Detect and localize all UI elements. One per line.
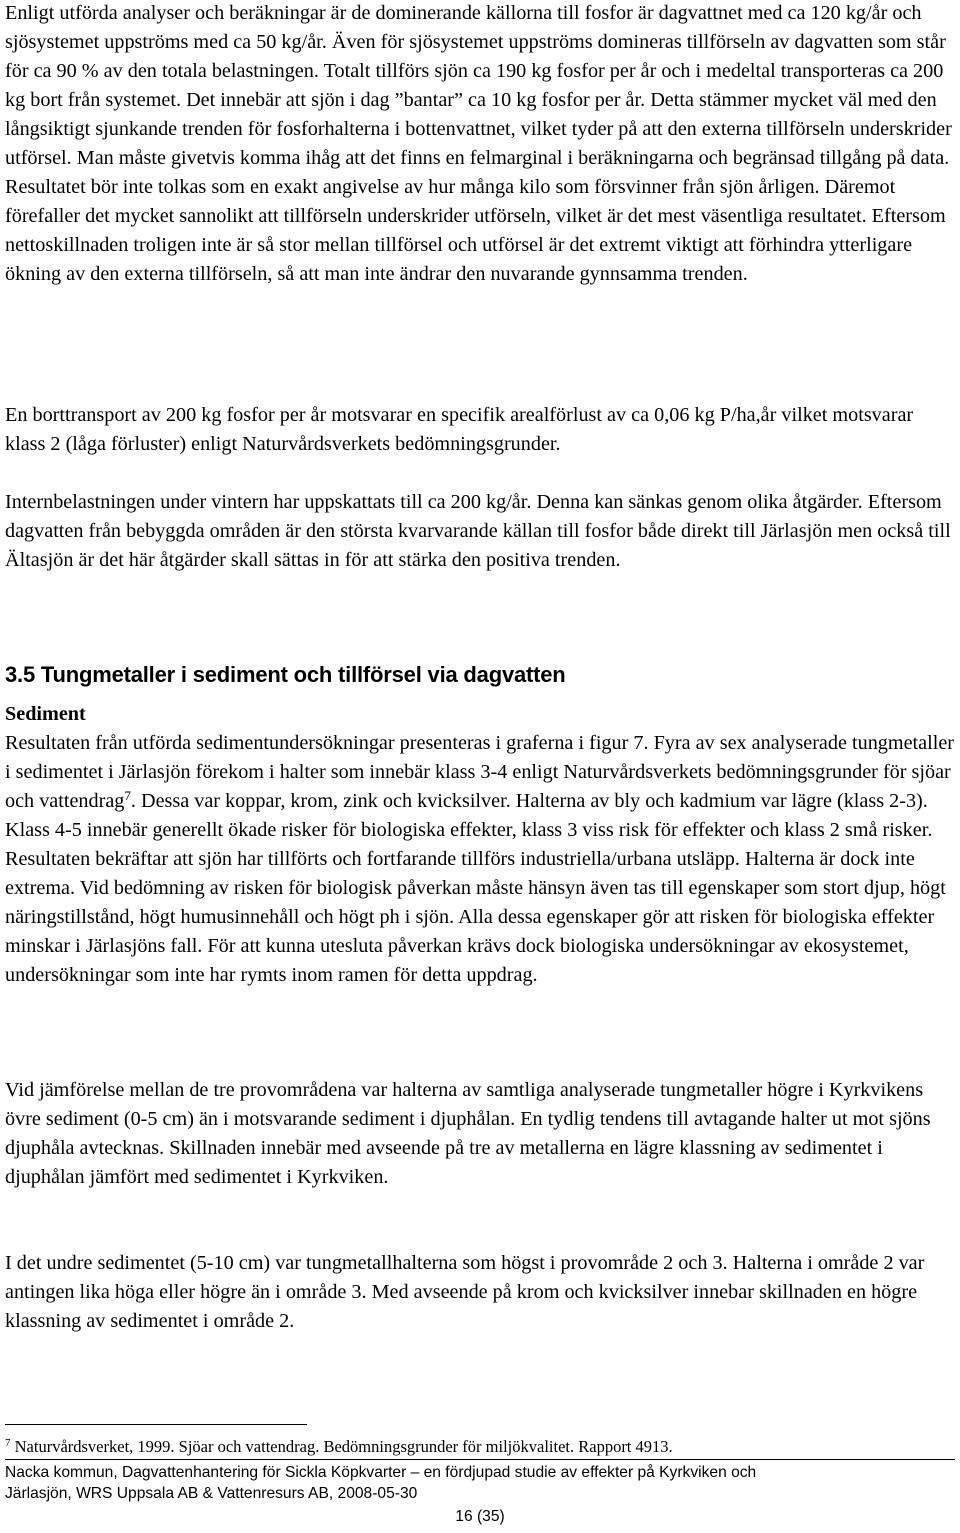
paragraph-text: Resultaten från utförda sedimentundersökningar presenteras i graferna i figur 7. Fyra av sex analyserade tungmetaller i sedimentet i Järlasjön förekom i halter som innebär klass 3-4 enligt Naturvårdsverkets bedömningsgrunder för sjöar och vattendrag xyxy=(5,732,955,812)
paragraph-text: . Dessa var koppar, krom, zink och kvicksilver. Halterna av bly och kadmium var lägre (klass 2-3). Klass 4-5 innebär generellt ökade risker för biologiska effekter, klass 3 viss risk för effekter och klass 2 små risker. Resultaten bekräftar att sjön har tillförts och fortfarande tillförs industriella/urbana utsläpp. Halterna är dock inte extrema. Vid bedömning av risken för biologisk påverkan måste hänsyn även tas till egenskaper som stort djup, högt näringstillstånd, högt humusinnehåll och högt ph i sjön. Alla dessa egenskaper gör att risken för biologiska effekter minskar i Järlasjöns fall. För att kunna utesluta påverkan krävs dock biologiska undersökningar av ekosystemet, undersökningar som inte har rymts inom ramen för detta uppdrag. xyxy=(5,790,946,986)
footer-line-1: Nacka kommun, Dagvattenhantering för Sickla Köpkvarter – en fördjupad studie av effekter på Kyrkviken och xyxy=(5,1464,757,1481)
footnote-reference[interactable]: 7 xyxy=(124,788,131,803)
section-heading: 3.5 Tungmetaller i sediment och tillförsel via dagvatten xyxy=(5,662,566,687)
footnote-divider xyxy=(5,1424,307,1425)
page-number xyxy=(5,1506,955,1527)
paragraph-lower-sediment: I det undre sedimentet (5-10 cm) var tungmetallhalterna som högst i provområde 2 och 3. Halterna i område 2 var antingen lika höga eller högre än i område 3. Med avseende på krom och kvicksilver innebar skillnaden en högre klassning av sedimentet i område 2. xyxy=(5,1252,925,1332)
paragraph-sediment-results xyxy=(5,729,955,990)
footnote-number: 7 xyxy=(5,1437,11,1449)
page-current: 16 xyxy=(455,1508,473,1525)
paragraph-internal-load: Internbelastningen under vintern har uppskattats till ca 200 kg/år. Denna kan sänkas genom olika åtgärder. Eftersom dagvatten från bebyggda områden är den största kvarvarande källan till fosfor både direkt till Järlasjön men också till Ältasjön är det här åtgärder skall sättas in för att stärka den positiva trenden. xyxy=(5,491,951,571)
page-footer xyxy=(5,1462,955,1504)
paragraph-area-comparison: Vid jämförelse mellan de tre provområdena var halterna av samtliga analyserade tungmetaller högre i Kyrkvikens övre sediment (0-5 cm) än i motsvarande sediment i djuphålan. En tydlig tendens till avtagande halter ut mot sjöns djuphåla avtecknas. Skillnaden innebär med avseende på tre av metallerna en lägre klassning av sedimentet i djuphålan jämfört med sedimentet i Kyrkviken. xyxy=(5,1079,931,1188)
paragraph-phosphorus-balance: Enligt utförda analyser och beräkningar är de dominerande källorna till fosfor är dagvattnet med ca 120 kg/år och sjösystemet uppströms med ca 50 kg/år. Även för sjösystemet uppströms domineras tillförseln av dagvatten som står för ca 90 % av den totala belastningen. Totalt tillförs sjön ca 190 kg fosfor per år och i medeltal transporteras ca 200 kg bort från systemet. Det innebär att sjön i dag ”bantar” ca 10 kg fosfor per år. Detta stämmer mycket väl med den långsiktigt sjunkande trenden för fosforhalterna i bottenvattnet, vilket tyder på att den externa tillförseln underskrider utförsel. Man måste givetvis komma ihåg att det finns en felmarginal i beräkningarna och begränsad tillgång på data. Resultatet bör inte tolkas som en exakt angivelse av hur många kilo som försvinner från sjön årligen. Däremot förefaller det mycket sannolikt att tillförseln underskrider utförseln, vilket är det mest väsentliga resultatet. Eftersom nettoskillnaden troligen inte är så stor mellan tillförsel och utförsel är det extremt viktigt att förhindra ytterligare ökning av den externa tillförseln, så att man inte ändrar den nuvarande gynnsamma trenden. xyxy=(5,2,952,285)
subsection-heading: Sediment xyxy=(5,703,86,725)
page-total: (35) xyxy=(476,1508,505,1525)
footer-divider xyxy=(5,1459,955,1460)
footer-line-2: Järlasjön, WRS Uppsala AB & Vattenresurs AB, 2008-05-30 xyxy=(5,1485,418,1502)
footnote-text: Naturvårdsverket, 1999. Sjöar och vattendrag. Bedömningsgrunder för miljökvalitet. Rapport 4913. xyxy=(10,1437,673,1456)
footnote xyxy=(5,1436,955,1458)
paragraph-area-loss: En borttransport av 200 kg fosfor per år motsvarar en specifik arealförlust av ca 0,06 kg P/ha,år vilket motsvarar klass 2 (låga förluster) enligt Naturvårdsverkets bedömningsgrunder. xyxy=(5,404,914,455)
